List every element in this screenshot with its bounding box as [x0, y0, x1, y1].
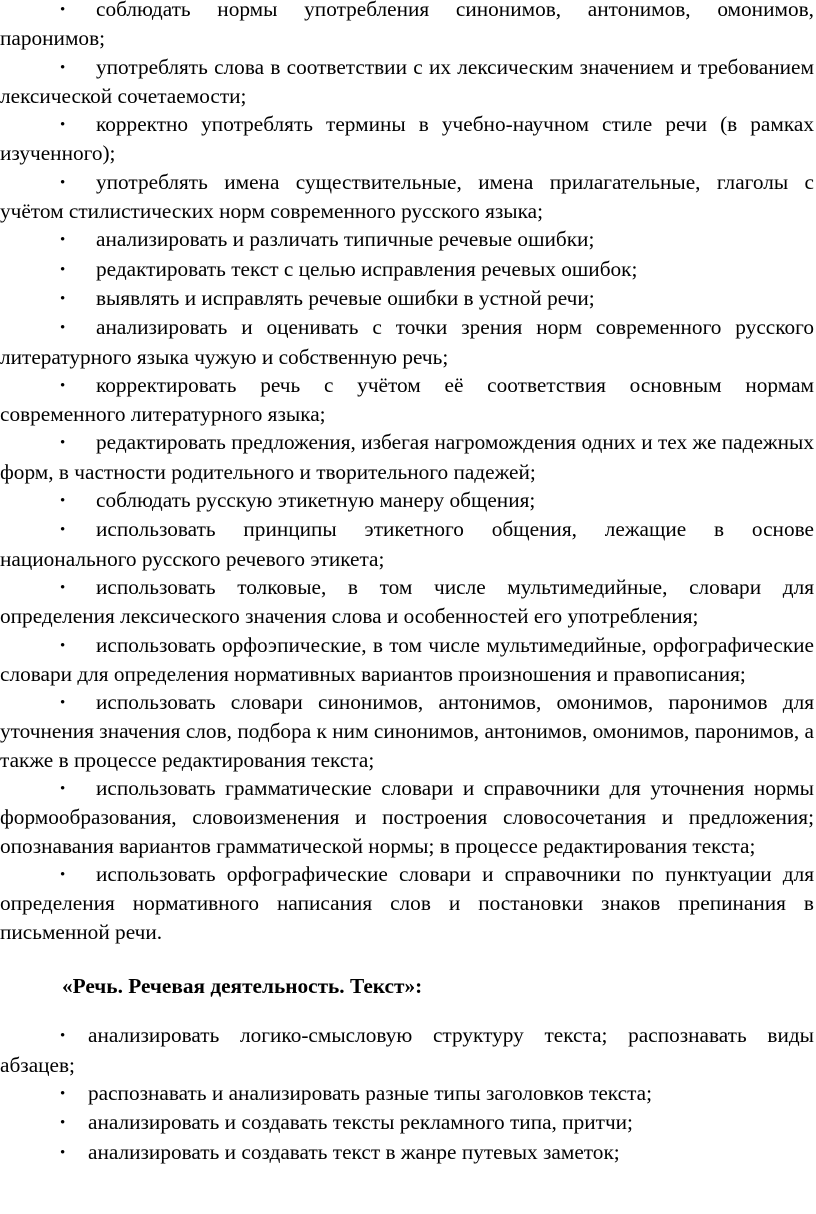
list-item: • использовать принципы этикетного общения, лежащие в основе национального русского речевого этикета; — [0, 517, 814, 571]
list-item: • соблюдать нормы употребления синонимов, антонимов, омонимов, паронимов; — [0, 0, 816, 53]
bullet-icon: • — [60, 493, 66, 510]
bullet-icon: • — [60, 261, 66, 278]
bullet-icon: • — [60, 377, 66, 394]
list-item: • выявлять и исправлять речевые ошибки в устной речи; — [0, 284, 816, 313]
list-item: • анализировать и оценивать с точки зрения норм современного русского литературного языка чужую и собственную речь; — [0, 315, 814, 369]
list-item: • распознавать и анализировать разные типы заголовков текста; — [0, 1079, 816, 1108]
list-item: • корректно употреблять термины в учебно-научном стиле речи (в рамках изученного); — [0, 112, 814, 166]
bullet-icon: • — [60, 1085, 66, 1102]
bullet-icon: • — [60, 1115, 66, 1132]
list-item: • использовать грамматические словари и справочники для уточнения нормы формообразования, словоизменения и построения словосочетания и предложения; опознавания вариантов грамматической нормы; в процессе редактирования текста; — [0, 776, 814, 858]
bullet-icon: • — [60, 637, 66, 654]
list-item: • соблюдать русскую этикетную манеру общения; — [0, 486, 816, 515]
list-item: • редактировать предложения, избегая нагромождения одних и тех же падежных форм, в частности родительного и творительного падежей; — [0, 430, 814, 484]
bullet-icon: • — [60, 174, 66, 191]
list-item: • употреблять слова в соответствии с их лексическим значением и требованием лексической сочетаемости; — [0, 54, 814, 108]
list-item: • анализировать и создавать текст в жанре путевых заметок; — [0, 1138, 816, 1167]
list-item: • использовать орфографические словари и справочники по пунктуации для определения нормативного написания слов и постановки знаков препинания в письменной речи. — [0, 861, 814, 944]
bullet-icon: • — [60, 59, 66, 76]
bullet-icon: • — [60, 290, 66, 307]
bullet-icon: • — [60, 232, 66, 249]
bullet-icon: • — [60, 695, 66, 712]
bullet-icon: • — [60, 866, 66, 883]
list-item: • использовать орфоэпические, в том числе мультимедийные, орфографические словари для определения нормативных вариантов произношения и правописания; — [0, 632, 814, 686]
list-item: • употреблять имена существительные, имена прилагательные, глаголы с учётом стилистических норм современного русского языка; — [0, 169, 814, 224]
bullet-icon: • — [60, 1028, 66, 1045]
bullet-icon: • — [60, 1144, 66, 1161]
list-item: • использовать словари синонимов, антонимов, омонимов, паронимов для уточнения значения слов, подбора к ним синонимов, антонимов, омонимов, паронимов, а также в процессе редактирования текста; — [0, 690, 814, 772]
list-item: • редактировать текст с целью исправления речевых ошибок; — [0, 255, 816, 284]
bullet-icon: • — [60, 781, 66, 798]
list-item: • анализировать и создавать тексты рекламного типа, притчи; — [0, 1108, 816, 1137]
bullet-icon: • — [60, 2, 66, 18]
bullet-icon: • — [60, 117, 66, 134]
bullet-icon: • — [60, 522, 66, 539]
bullet-icon: • — [60, 320, 66, 337]
list-item: • анализировать и различать типичные речевые ошибки; — [0, 225, 816, 254]
bullet-list-bottom — [0, 1021, 816, 1166]
bullet-icon: • — [60, 579, 66, 596]
section-heading: «Речь. Речевая деятельность. Текст»: — [62, 973, 423, 998]
bullet-icon: • — [60, 435, 66, 452]
list-item: • корректировать речь с учётом её соответствия основным нормам современного литературного языка; — [0, 372, 814, 427]
list-item: • анализировать логико-смысловую структуру текста; распознавать виды абзацев; — [0, 1023, 814, 1077]
list-item: • использовать толковые, в том числе мультимедийные, словари для определения лексического значения слова и особенностей его употребления; — [0, 574, 814, 629]
